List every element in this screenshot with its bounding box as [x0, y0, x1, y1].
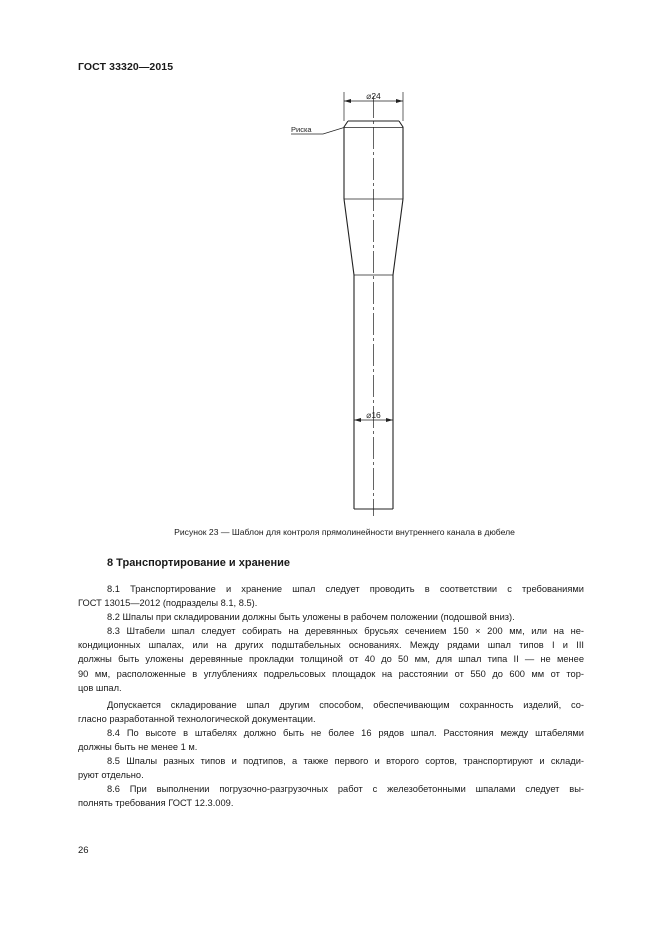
paragraph-8-5-line-1: 8.5 Шпалы разных типов и подтипов, а также первого и второго сортов, транспортируют и склади-: [107, 756, 584, 767]
paragraph-8-3-line-3: должны быть уложены деревянные прокладки толщиной от 40 до 50 мм, для шпал типа II — не менее: [78, 654, 584, 665]
page-number: 26: [78, 845, 89, 856]
paragraph-storage-alt-line-2: гласно разработанной технологической документации.: [78, 713, 316, 724]
document-header: ГОСТ 33320—2015: [78, 61, 174, 73]
paragraph-storage-alt-line-1: Допускается складирование шпал другим способом, обеспечивающим сохранность изделий, со-: [107, 699, 584, 710]
figure-caption: Рисунок 23 — Шаблон для контроля прямолинейности внутреннего канала в дюбеле: [174, 527, 515, 537]
paragraph-8-5-line-2: руют отдельно.: [78, 770, 144, 781]
paragraph-8-3-line-1: 8.3 Штабели шпал следует собирать на деревянных брусьях сечением 150 × 200 мм, или на не-: [107, 626, 584, 637]
paragraph-8-6-line-1: 8.6 При выполнении погрузочно-разгрузочных работ с железобетонными шпалами следует вы-: [107, 784, 584, 795]
paragraph-8-1: 8.1 Транспортирование и хранение шпал следует проводить в соответствии с требованиями: [107, 584, 584, 594]
section-body: [78, 582, 584, 811]
callout-label: Риска: [291, 125, 312, 134]
paragraph-8-4-line-2: должны быть не менее 1 м.: [78, 742, 198, 753]
paragraph-8-3-line-2: кондиционных шпалах, или на других подштабельных основаниях. Между рядами шпал типов I и III: [78, 640, 584, 651]
section-title: 8 Транспортирование и хранение: [107, 557, 290, 569]
paragraph-8-4-line-1: 8.4 По высоте в штабелях должно быть не более 16 рядов шпал. Расстояния между штабелями: [107, 727, 584, 738]
paragraph-8-6-line-2: полнять требования ГОСТ 12.3.009.: [78, 798, 234, 809]
paragraph-8-3-line-4: 90 мм, расположенные в углублениях подрельсовых площадок на расстоянии от 550 до 600 мм от тор-: [78, 668, 584, 679]
paragraph-8-1-cont: ГОСТ 13015—2012 (подразделы 8.1, 8.5).: [78, 598, 258, 609]
paragraph-8-2: 8.2 Шпалы при складировании должны быть уложены в рабочем положении (подошвой вниз).: [107, 612, 515, 623]
top-dimension-label: ⌀24: [366, 91, 381, 101]
bottom-dimension-label: ⌀16: [366, 410, 381, 420]
paragraph-8-3-line-5: цов шпал.: [78, 682, 122, 693]
